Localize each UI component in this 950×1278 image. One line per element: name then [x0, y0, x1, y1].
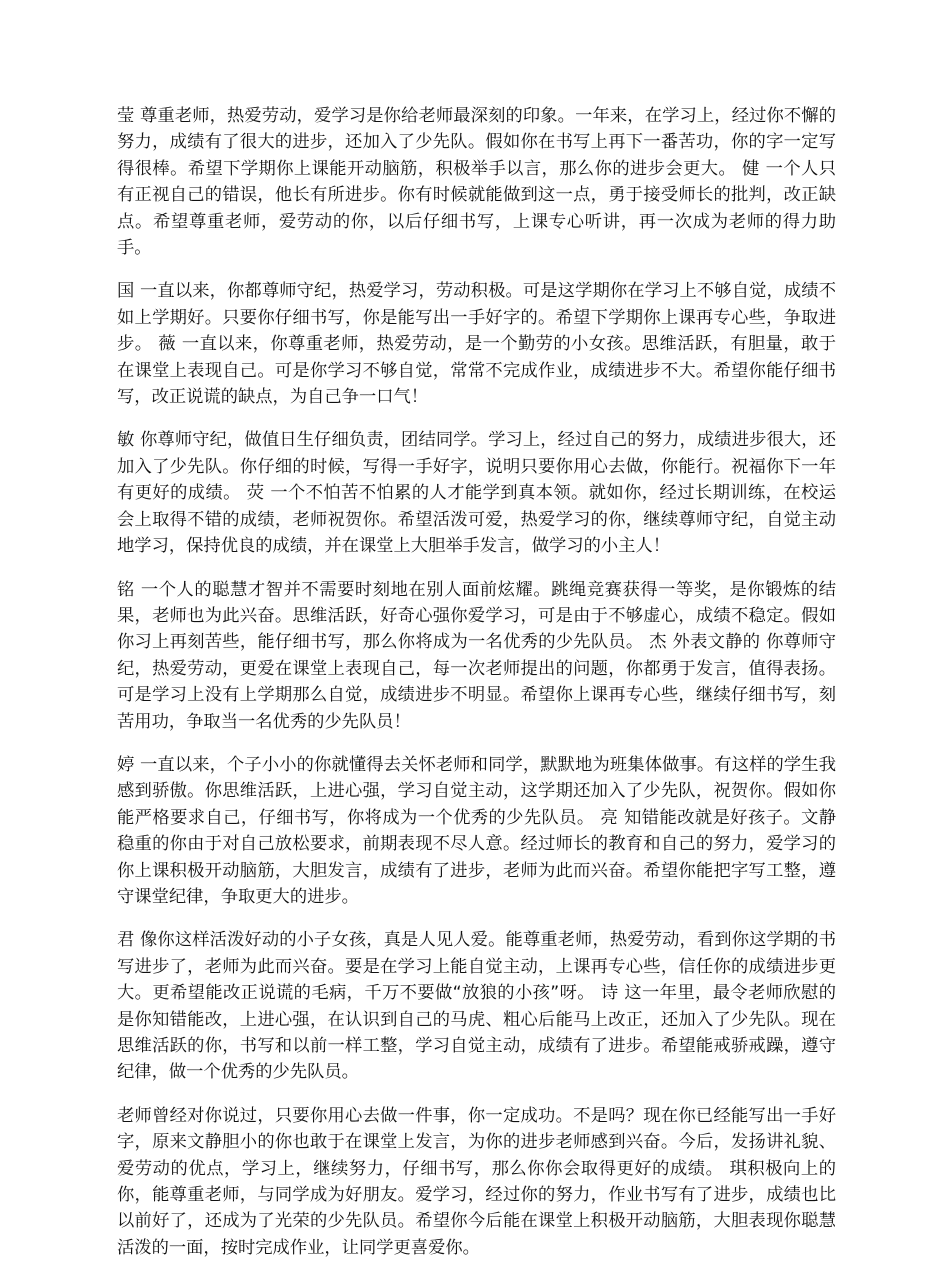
paragraph: 铭 一个人的聪慧才智并不需要时刻地在别人面前炫耀。跳绳竞赛获得一等奖，是你锻炼的结果，老师也为此兴奋。思维活跃，好奇心强你爱学习，可是由于不够虚心，成绩不稳定。假如你习上再刻苦些，能仔细书写，那么你将成为一名优秀的少先队员。 杰 外表文静的 你尊师守纪，热爱劳动，更爱在课堂上表现自己，每一次老师提出的问题，你都勇于发言，值得表扬。可是学习上没有上学期那么自觉，成绩进步不明显。希望你上课再专心些，继续仔细书写，刻苦用功，争取当一名优秀的少先队员！ — [117, 579, 836, 732]
paragraph: 君 像你这样活泼好动的小子女孩，真是人见人爱。能尊重老师，热爱劳动，看到你这学期的书写进步了，老师为此而兴奋。要是在学习上能自觉主动，上课再专心些，信任你的成绩进步更大。更希望能改正说谎的毛病，千万不要做“放狼的小孩”呀。 诗 这一年里，最令老师欣慰的是你知错能改，上进心强，在认识到自己的马虎、粗心后能马上改正，还加入了少先队。现在思维活跃的你，书写和以前一样工整，学习自觉主动，成绩有了进步。希望能戒骄戒躁，遵守纪律，做一个优秀的少先队员。 — [117, 930, 836, 1083]
paragraph: 莹 尊重老师，热爱劳动，爱学习是你给老师最深刻的印象。一年来，在学习上，经过你不懈的努力，成绩有了很大的进步，还加入了少先队。假如你在书写上再下一番苦功，你的字一定写得很棒。希望下学期你上课能开动脑筋，积极举手以言，那么你的进步会更大。 健 一个人只有正视自己的错误，他长有所进步。你有时候就能做到这一点，勇于接受师长的批判，改正缺点。希望尊重老师，爱劳动的你，以后仔细书写，上课专心听讲，再一次成为老师的得力助手。 — [117, 106, 836, 259]
paragraph: 国 一直以来，你都尊师守纪，热爱学习，劳动积极。可是这学期你在学习上不够自觉，成绩不如上学期好。只要你仔细书写，你是能写出一手好字的。希望下学期你上课再专心些，争取进步。 薇 一直以来，你尊重老师，热爱劳动，是一个勤劳的小女孩。思维活跃，有胆量，敢于在课堂上表现自己。可是你学习不够自觉，常常不完成作业，成绩进步不大。希望你能仔细书写，改正说谎的缺点，为自己争一口气！ — [117, 281, 836, 408]
paragraph: 敏 你尊师守纪，做值日生仔细负责，团结同学。学习上，经过自己的努力，成绩进步很大，还加入了少先队。你仔细的时候，写得一手好字，说明只要你用心去做，你能行。祝福你下一年有更好的成绩。 荧 一个不怕苦不怕累的人才能学到真本领。就如你，经过长期训练，在校运会上取得不错的成绩，老师祝贺你。希望活泼可爱，热爱学习的你，继续尊师守纪，自觉主动地学习，保持优良的成绩，并在课堂上大胆举手发言，做学习的小主人！ — [117, 430, 836, 557]
paragraph: 婷 一直以来，个子小小的你就懂得去关怀老师和同学，默默地为班集体做事。有这样的学生我感到骄傲。你思维活跃，上进心强，学习自觉主动，这学期还加入了少先队，祝贺你。假如你能严格要求自己，仔细书写，你将成为一个优秀的少先队员。 亮 知错能改就是好孩子。文静稳重的你由于对自己放松要求，前期表现不尽人意。经过师长的教育和自己的努力，爱学习的你上课积极开动脑筋，大胆发言，成绩有了进步，老师为此而兴奋。希望你能把字写工整，遵守课堂纪律，争取更大的进步。 — [117, 754, 836, 907]
document-page — [117, 103, 836, 1278]
paragraph: 老师曾经对你说过，只要你用心去做一件事，你一定成功。不是吗？现在你已经能写出一手好字，原来文静胆小的你也敢于在课堂上发言，为你的进步老师感到兴奋。今后，发扬讲礼貌、爱劳动的优点，学习上，继续努力，仔细书写，那么你你会取得更好的成绩。 琪积极向上的你，能尊重老师，与同学成为好朋友。爱学习，经过你的努力，作业书写有了进步，成绩也比以前好了，还成为了光荣的少先队员。希望你今后能在课堂上积极开动脑筋，大胆表现你聪慧活泼的一面，按时完成作业，让同学更喜爱你。 — [117, 1105, 836, 1258]
